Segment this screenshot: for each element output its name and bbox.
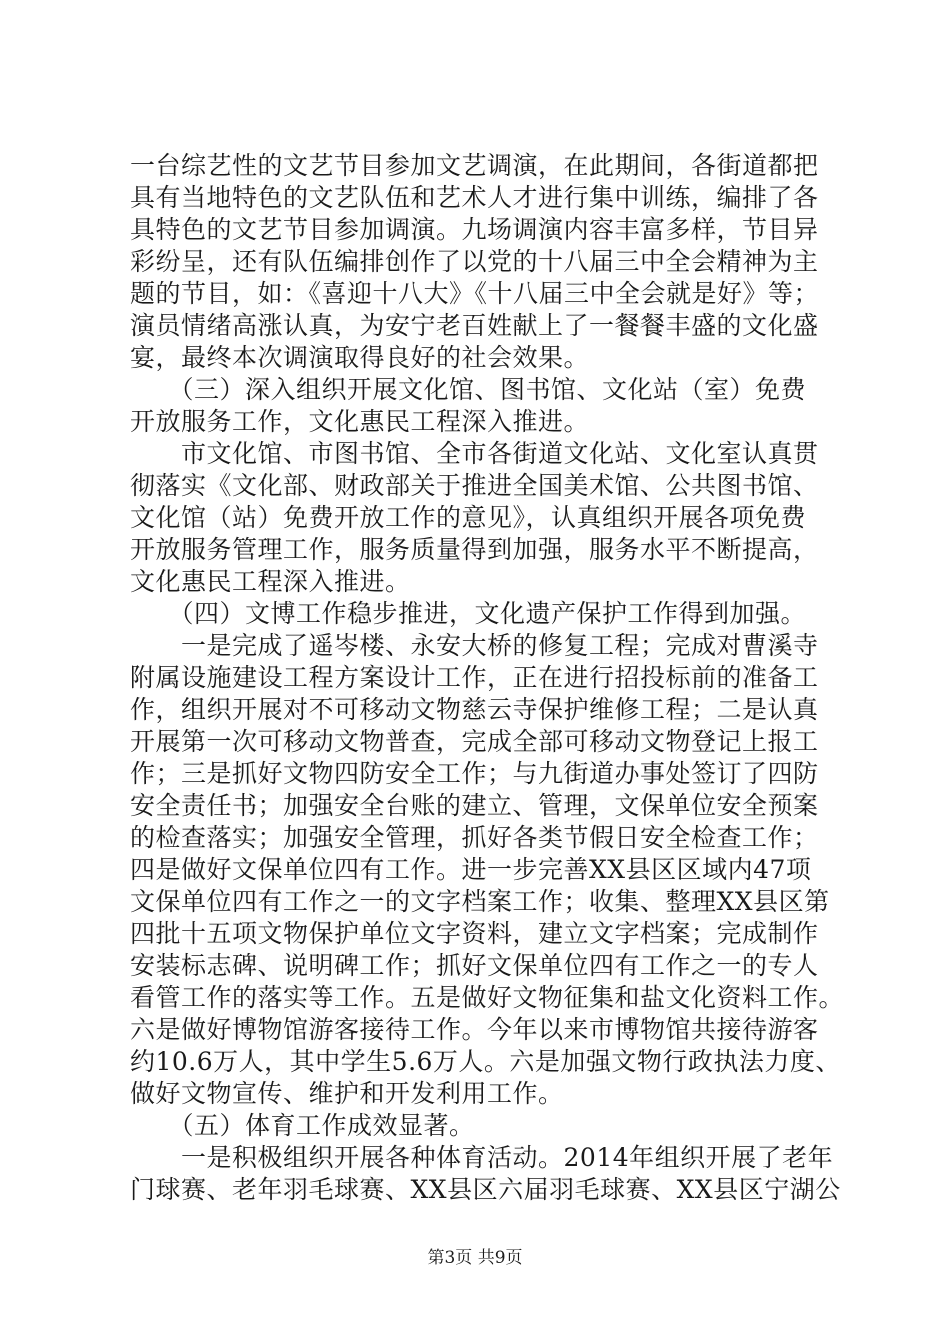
text-line: 的检查落实；加强安全管理，抓好各类节假日安全检查工作； <box>130 823 819 852</box>
text-line: 附属设施建设工程方案设计工作，正在进行招投标前的准备工 <box>130 663 819 692</box>
text-line: 彻落实《文化部、财政部关于推进全国美术馆、公共图书馆、 <box>130 471 819 500</box>
document-body <box>130 150 845 1206</box>
text-line: 作；三是抓好文物四防安全工作；与九街道办事处签订了四防 <box>130 759 819 788</box>
text-line: 看管工作的落实等工作。五是做好文物征集和盐文化资料工作。 <box>130 983 845 1012</box>
text-line: 安装标志碑、说明碑工作；抓好文保单位四有工作之一的专人 <box>130 951 819 980</box>
section-heading-line: （三）深入组织开展文化馆、图书馆、文化站（室）免费 <box>130 375 807 404</box>
text-line: 宴，最终本次调演取得良好的社会效果。 <box>130 343 590 372</box>
text-line: 门球赛、老年羽毛球赛、XX县区六届羽毛球赛、XX县区宁湖公 <box>130 1175 841 1204</box>
text-line: 约10.6万人，其中学生5.6万人。六是加强文物行政执法力度、 <box>130 1047 841 1076</box>
text-line: 一是积极组织开展各种体育活动。2014年组织开展了老年 <box>130 1143 834 1172</box>
text-line: 开放服务管理工作，服务质量得到加强，服务水平不断提高， <box>130 535 819 564</box>
section-heading-line: 开放服务工作，文化惠民工程深入推进。 <box>130 407 590 436</box>
page-footer <box>0 1243 950 1268</box>
text-line: 文化惠民工程深入推进。 <box>130 567 411 596</box>
text-line: 文化馆（站）免费开放工作的意见》，认真组织开展各项免费 <box>130 503 807 532</box>
text-line: 具有当地特色的文艺队伍和艺术人才进行集中训练，编排了各 <box>130 183 819 212</box>
text-line: 一是完成了遥岑楼、永安大桥的修复工程；完成对曹溪寺 <box>130 631 819 660</box>
text-line: 做好文物宣传、维护和开发利用工作。 <box>130 1079 564 1108</box>
section-heading-line: （五）体育工作成效显著。 <box>130 1111 475 1140</box>
text-line: 作，组织开展对不可移动文物慈云寺保护维修工程；二是认真 <box>130 695 819 724</box>
text-line: 题的节目，如：《喜迎十八大》《十八届三中全会就是好》等； <box>130 279 820 308</box>
text-line: 演员情绪高涨认真，为安宁老百姓献上了一餐餐丰盛的文化盛 <box>130 311 819 340</box>
text-line: 文保单位四有工作之一的文字档案工作；收集、整理XX县区第 <box>130 887 830 916</box>
text-line: 四是做好文保单位四有工作。进一步完善XX县区区域内47项 <box>130 855 812 884</box>
text-line: 一台综艺性的文艺节目参加文艺调演，在此期间，各街道都把 <box>130 151 819 180</box>
text-line: 彩纷呈，还有队伍编排创作了以党的十八届三中全会精神为主 <box>130 247 819 276</box>
text-line: 开展第一次可移动文物普查，完成全部可移动文物登记上报工 <box>130 727 819 756</box>
text-line: 六是做好博物馆游客接待工作。今年以来市博物馆共接待游客 <box>130 1015 819 1044</box>
text-line: 市文化馆、市图书馆、全市各街道文化站、文化室认真贯 <box>130 439 819 468</box>
text-line: 四批十五项文物保护单位文字资料，建立文字档案；完成制作 <box>130 919 819 948</box>
text-line: 安全责任书；加强安全台账的建立、管理，文保单位安全预案 <box>130 791 819 820</box>
page-number-label: 第3页 共9页 <box>427 1248 523 1268</box>
section-heading-line: （四）文博工作稳步推进，文化遗产保护工作得到加强。 <box>130 599 807 628</box>
text-line: 具特色的文艺节目参加调演。九场调演内容丰富多样，节目异 <box>130 215 819 244</box>
